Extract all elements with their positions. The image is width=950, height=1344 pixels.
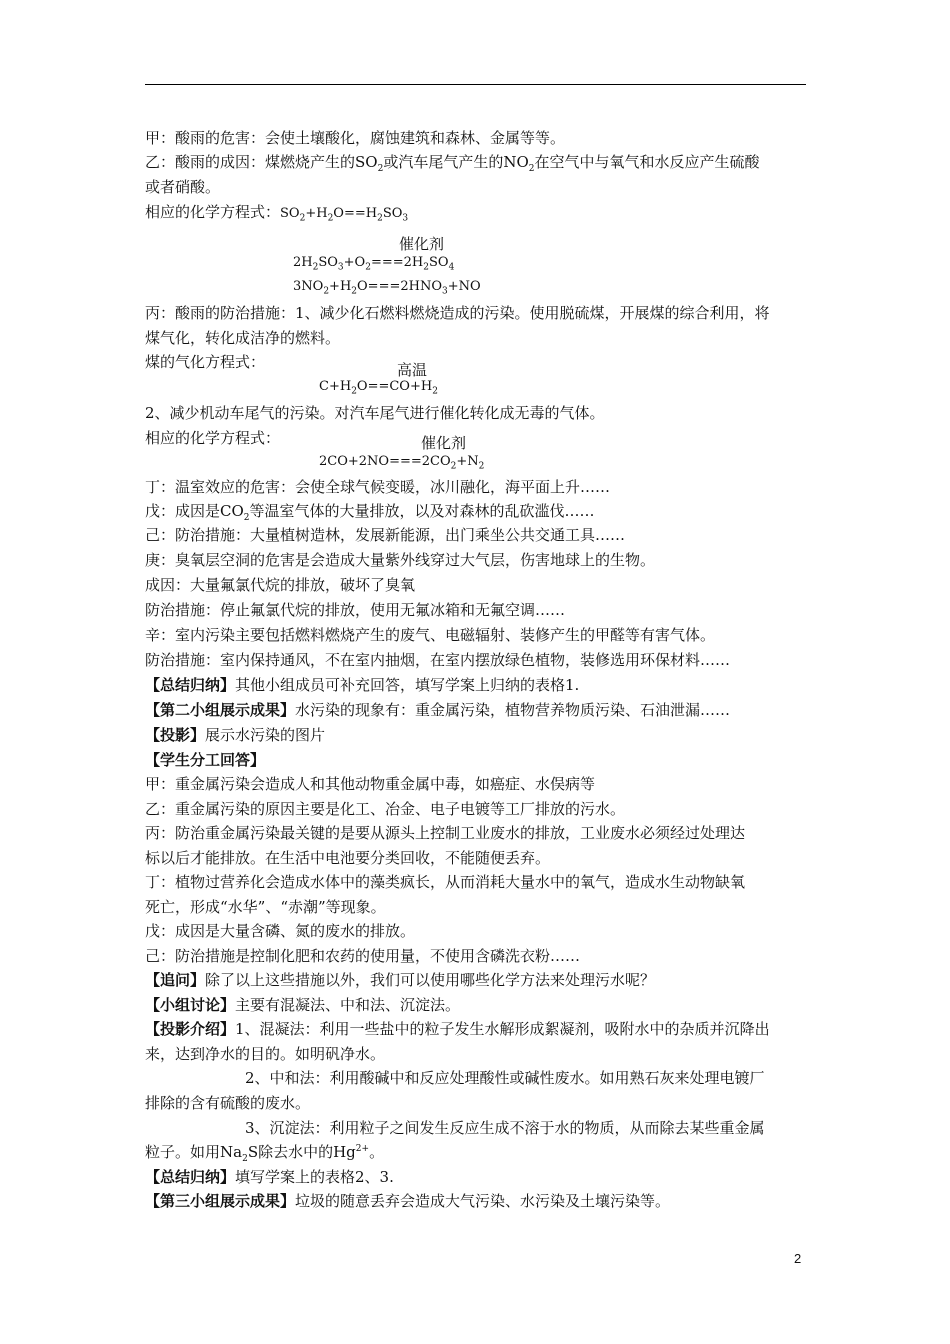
text-line: 防治措施：停止氟氯代烷的排放，使用无氟冰箱和无氟空调…… <box>145 601 566 619</box>
text-line: 煤的气化方程式： <box>145 353 266 371</box>
equation: $2H_2SO_3+O_2===2H_2SO_4$ <box>293 255 455 273</box>
section-heading: 【总结归纳】 <box>145 676 236 694</box>
catalyst-label: 催化剂 <box>399 235 445 253</box>
section-heading: 【追问】 <box>145 971 206 989</box>
text-line: 死亡，形成“水华”、“赤潮”等现象。 <box>145 898 386 916</box>
text-line <box>145 750 265 770</box>
catalyst-label: 催化剂 <box>421 434 467 452</box>
text-line: 丙：防治重金属污染最关键的是要从源头上控制工业废水的排放，工业废水必须经过处理达 <box>145 824 746 842</box>
text-line: 庚：臭氧层空洞的危害是会造成大量紫外线穿过大气层，伤害地球上的生物。 <box>145 551 656 569</box>
text-line: 【第三小组展示成果】垃圾的随意丢弃会造成大气污染、水污染及土壤污染等。 <box>145 1192 671 1210</box>
text-line: 【总结归纳】其他小组成员可补充回答，填写学案上归纳的表格1. <box>145 676 580 694</box>
text-line: 2、减少机动车尾气的污染。对汽车尾气进行催化转化成无毒的气体。 <box>145 404 605 422</box>
equation: $3NO_2+H_2O===2HNO_3+NO$ <box>293 279 481 297</box>
text-line: 【追问】除了以上这些措施以外，我们可以使用哪些化学方法来处理污水呢？ <box>145 971 656 989</box>
text-line: 戊：成因是大量含磷、氮的废水的排放。 <box>145 922 416 940</box>
section-heading: 【总结归纳】 <box>145 1168 236 1186</box>
section-heading: 【小组讨论】 <box>145 996 236 1014</box>
text-line: 丁：植物过营养化会造成水体中的藻类疯长，从而消耗大量水中的氧气，造成水生动物缺氧 <box>145 873 746 891</box>
section-heading: 【投影介绍】 <box>145 1020 236 1038</box>
text-line: 【总结归纳】填写学案上的表格2、3. <box>145 1168 394 1186</box>
section-heading: 【第三小组展示成果】 <box>145 1192 296 1210</box>
text-line: 或者硝酸。 <box>145 178 221 196</box>
text-line: 乙：酸雨的成因：煤燃烧产生的$SO_2$或汽车尾气产生的$NO_2$在空气中与氧气和水反应产生硫酸 <box>145 153 760 174</box>
text-line: 粒子。如用$Na_2S$除去水中的$Hg^{2+}$。 <box>145 1143 385 1164</box>
text-line: 煤气化，转化成洁净的燃料。 <box>145 329 341 347</box>
equation: $2CO+2NO===2CO_2+N_2$ <box>319 454 485 472</box>
text-line: 戊：成因是$CO_2$等温室气体的大量排放，以及对森林的乱砍滥伐…… <box>145 502 595 523</box>
section-heading: 【第二小组展示成果】 <box>145 701 296 719</box>
text-line: 丁：温室效应的危害：会使全球气候变暖，冰川融化，海平面上升…… <box>145 478 611 496</box>
condition-label: 高温 <box>397 361 428 379</box>
text-line: 甲：酸雨的危害：会使土壤酸化，腐蚀建筑和森林、金属等等。 <box>145 129 566 147</box>
text-line: 甲：重金属污染会造成人和其他动物重金属中毒，如癌症、水俣病等 <box>145 775 596 793</box>
text-line: 【第二小组展示成果】水污染的现象有：重金属污染，植物营养物质污染、石油泄漏…… <box>145 701 731 719</box>
text-line: 【投影介绍】1、混凝法：利用一些盐中的粒子发生水解形成絮凝剂，吸附水中的杂质并沉降出 <box>145 1020 770 1038</box>
text-line: 【小组讨论】主要有混凝法、中和法、沉淀法。 <box>145 996 461 1014</box>
text-line: 相应的化学方程式：$SO_2+H_2O==H_2SO_3$ <box>145 203 409 224</box>
text-line: 3、沉淀法：利用粒子之间发生反应生成不溶于水的物质，从而除去某些重金属 <box>245 1119 765 1137</box>
text-line: 己：防治措施：大量植树造林，发展新能源，出门乘坐公共交通工具…… <box>145 526 626 544</box>
section-heading: 【学生分工回答】 <box>145 751 266 769</box>
text-line: 己：防治措施是控制化肥和农药的使用量，不使用含磷洗衣粉…… <box>145 947 581 965</box>
text-line: 乙：重金属污染的原因主要是化工、冶金、电子电镀等工厂排放的污水。 <box>145 800 626 818</box>
text-line: 丙：酸雨的防治措施：1、减少化石燃料燃烧造成的污染。使用脱硫煤，开展煤的综合利用，将 <box>145 304 770 322</box>
section-heading: 【投影】 <box>145 726 206 744</box>
text-line: 相应的化学方程式： <box>145 429 281 447</box>
text-line: 辛：室内污染主要包括燃料燃烧产生的废气、电磁辐射、装修产生的甲醛等有害气体。 <box>145 626 716 644</box>
text-line: 防治措施：室内保持通风，不在室内抽烟，在室内摆放绿色植物，装修选用环保材料…… <box>145 651 731 669</box>
header-rule <box>145 84 806 85</box>
text-line: 成因：大量氟氯代烷的排放，破坏了臭氧 <box>145 576 416 594</box>
page-number: 2 <box>794 1251 802 1266</box>
equation: $C+H_2O==CO+H_2$ <box>319 379 438 397</box>
text-line: 排除的含有硫酸的废水。 <box>145 1094 311 1112</box>
text-line: 【投影】展示水污染的图片 <box>145 726 326 744</box>
text-line: 2、中和法：利用酸碱中和反应处理酸性或碱性废水。如用熟石灰来处理电镀厂 <box>245 1069 765 1087</box>
text-line: 来，达到净水的目的。如明矾净水。 <box>145 1045 386 1063</box>
text-line: 标以后才能排放。在生活中电池要分类回收，不能随便丢弃。 <box>145 849 551 867</box>
